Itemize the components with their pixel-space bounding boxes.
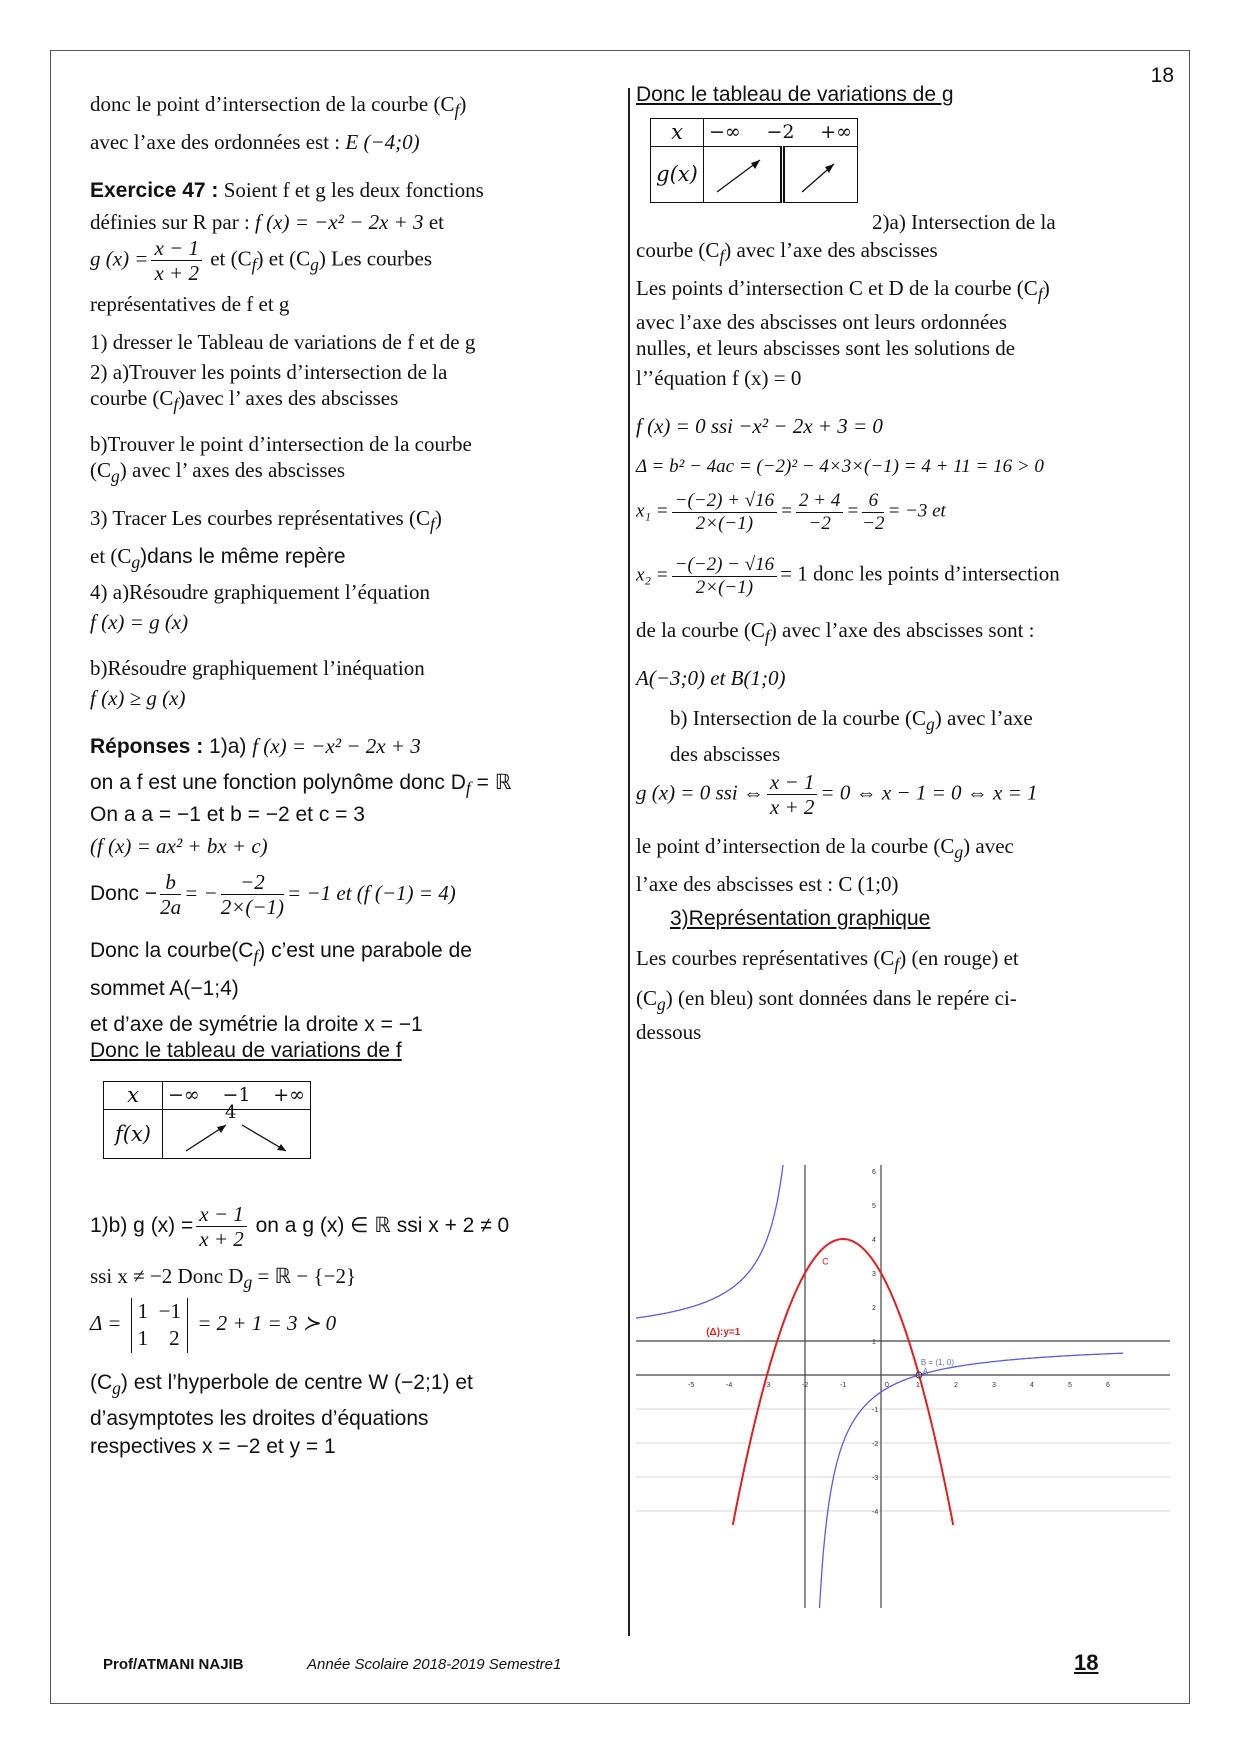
point-b-label: B = (1, 0) (920, 1358, 955, 1367)
column-divider (628, 88, 630, 1636)
answer-line-axis: et d’axe de symétrie la droite x = −1 (90, 1013, 423, 1036)
point-a-name: A (922, 1367, 929, 1376)
exercise-definition-g: g (x) = $\frac{x - 1}{x + 2}$ et $(C_f)$ et $(C_g)$ Les courbes (90, 236, 433, 286)
table-f-minus-one: −1 (222, 1084, 251, 1107)
answer-line-domain: on a f est une fonction polynôme donc $D_f$ = ℝ (90, 771, 512, 799)
y-tick-label: 2 (872, 1305, 876, 1312)
answer-line-asymptotes: d’asymptotes les droites d’équations (90, 1407, 429, 1430)
table-g-plus-inf: +∞ (820, 121, 852, 144)
table-g-title: Donc le tableau de variations de g (636, 83, 954, 106)
x-tick-label: 2 (954, 1382, 958, 1389)
right-eq-x1: x₁ = $\frac{-(-2) + √16}{2\times(-1)}$ = $\frac{2 + 4}{-2}$ = $\frac{6}{-2}$ = −3 et (636, 490, 946, 534)
question-3-line-2: et $(C_g)dans$ le même repère (90, 544, 346, 573)
answer-line-vertex-calc: Donc − $\frac{b}{2a}$ = − $\frac{-2}{2\times(-1)}$ = −1 et (f (−1) = 4) (90, 870, 456, 920)
answer-line-vertex: sommet A(−1;4) (90, 977, 239, 1000)
arrow-up-icon (705, 150, 775, 200)
y-tick-label: 1 (872, 1339, 876, 1346)
curve-cg-hyperbola-left (636, 1165, 794, 1319)
table-f-arrows-icon (164, 1111, 309, 1157)
asymptote-label: (Δ):y=1 (706, 1327, 741, 1338)
footer-page: 18 (1074, 1650, 1099, 1675)
y-tick-label: 5 (872, 1203, 876, 1210)
right-eq-g-zero: g (x) = 0 ssi ⇔ $\frac{x - 1}{x + 2}$ = 0 ⇔ x − 1 = 0 ⇔ x = 1 (636, 770, 1038, 820)
right-line-courbe-cf: courbe $(C_f)$ avec l’axe des abscisses (636, 238, 938, 267)
exercise-definition-f: définies sur R par : f (x) = −x² − 2x + 3 et (90, 210, 444, 234)
right-line-solutions: nulles, et leurs abscisses sont les solutions de (636, 336, 1016, 360)
x-tick-label: -3 (764, 1382, 771, 1389)
answer-line-g-dg: ssi x ≠ −2 Donc $D_g$ = ℝ − {−2} (90, 1264, 357, 1293)
x-tick-label: -5 (688, 1382, 695, 1389)
graph-axes (636, 1165, 1170, 1608)
right-line-ordinates: avec l’axe des abscisses ont leurs ordonnées (636, 310, 1007, 334)
table-g-x: x (651, 119, 704, 147)
footer-author: Prof/ATMANI NAJIB (103, 1656, 244, 1673)
y-tick-label: -2 (872, 1441, 879, 1448)
line-intersection-2: avec l’axe des ordonnées est : E (−4;0) (90, 130, 420, 154)
arrow-up-icon (786, 150, 856, 200)
table-f-arrows (163, 1102, 311, 1159)
graph-gridlines (636, 1409, 1170, 1511)
answer-line-determinant: Δ = 1 −1 1 2 = 2 + 1 = 3 ≻ 0 (90, 1298, 336, 1353)
x-tick-label: 3 (992, 1382, 996, 1389)
answer-line-general-form: (f (x) = ax² + bx + c) (90, 834, 268, 858)
y-tick-label: -4 (872, 1509, 879, 1516)
table-f-max: 4 (225, 1102, 237, 1124)
x-tick-label: 4 (1030, 1382, 1034, 1389)
curve-cg-hyperbola-right (810, 1353, 1124, 1608)
question-3-line-1: 3) Tracer Les courbes représentatives $(C_f)$ (90, 506, 442, 535)
right-line-points-cd: Les points d’intersection C et D de la courbe $(C_f)$ (636, 276, 1050, 305)
question-4a: 4) a)Résoudre graphiquement l’équation (90, 580, 430, 604)
y-tick-label: -3 (872, 1475, 879, 1482)
x-tick-label: -1 (840, 1382, 847, 1389)
y-tick-label: 6 (872, 1169, 876, 1176)
line-intersection-1: donc le point d’intersection de la courbe $(C_f)$ (90, 92, 467, 121)
variation-table-f (103, 1081, 311, 1159)
x-tick-label: -4 (726, 1382, 733, 1389)
question-4b: b)Résoudre graphiquement l’inéquation (90, 656, 425, 680)
question-2a-line-2: courbe $(C_f)avec$ l’ axes des abscisses (90, 386, 399, 415)
table-g-arrow-right (783, 147, 858, 203)
right-line-abscisses: des abscisses (670, 742, 781, 766)
table-g-minus-inf: −∞ (708, 121, 741, 144)
question-2a-line-1: 2) a)Trouver les points d’intersection de la (90, 360, 448, 384)
right-line-repr-1: Les courbes représentatives $(C_f)$ (en rouge) et (636, 946, 1019, 975)
y-tick-label: 3 (872, 1271, 876, 1278)
y-tick-label: 4 (872, 1237, 876, 1244)
right-line-cg-point: le point d’intersection de la courbe $(C_g)$ avec (636, 834, 1014, 863)
table-g-gx: g(x) (651, 147, 704, 203)
table-f-x: x (104, 1082, 163, 1110)
question-1: 1) dresser le Tableau de variations de f et de g (90, 330, 476, 354)
right-line-repr-3: dessous (636, 1020, 702, 1044)
answer-line-coefficients: On a a = −1 et b = −2 et c = 3 (90, 803, 365, 826)
answer-line-parabola: Donc la $courbe(C_f)$ c’est une parabole de (90, 939, 472, 967)
table-f-plus-inf: +∞ (273, 1084, 305, 1107)
footer-year: Année Scolaire 2018-2019 Semestre1 (307, 1656, 562, 1673)
answer-line-g-domain: 1)b) g (x) = $\frac{x - 1}{x + 2}$ on a g (x) ∈ ℝ ssi x + 2 ≠ 0 (90, 1202, 510, 1252)
left-column (90, 0, 625, 1650)
question-2b-line-2: $(C_g)$ avec l’ axes des abscisses (90, 458, 346, 487)
table-f-minus-inf: −∞ (168, 1084, 200, 1107)
graph-ticks (688, 1169, 1110, 1516)
right-line-point-c: l’axe des abscisses est : C (1;0) (636, 872, 899, 896)
answer-line-hyperbola: $(C_g)$ est l’hyperbole de centre W (−2;1) et (90, 1371, 473, 1399)
function-graph (636, 1165, 1170, 1608)
x-tick-label: 5 (1068, 1382, 1072, 1389)
right-eq-x2: x₂ = $\frac{-(-2) - √16}{2\times(-1)}$ = 1 donc les points d’intersection (636, 554, 1060, 598)
question-2b-line-1: b)Trouver le point d’intersection de la courbe (90, 432, 472, 456)
y-tick-label: -1 (872, 1407, 879, 1414)
right-line-equation: l’’équation f (x) = 0 (636, 366, 802, 390)
right-eq-f-zero: f (x) = 0 ssi −x² − 2x + 3 = 0 (636, 414, 883, 438)
right-eq-delta: Δ = b² − 4ac = (−2)² − 4×3×(−1) = 4 + 11 = 16 > 0 (636, 456, 1044, 477)
exercise-text-4: représentatives de f et g (90, 292, 290, 316)
right-line-courbe-cf-2: de la courbe $(C_f)$ avec l’axe des abscisses sont : (636, 618, 1035, 647)
right-line-2b: b) Intersection de la courbe $(C_g)$ avec l’axe (670, 706, 1033, 735)
right-line-2a: 2)a) Intersection de la (872, 210, 1056, 234)
x-tick-label: -2 (802, 1382, 809, 1389)
table-f-fx: f(x) (104, 1110, 163, 1159)
table-g-arrow-left (703, 147, 782, 203)
section-3-title: 3)Représentation graphique (670, 907, 931, 930)
answers-heading: Réponses : 1)a) f (x) = −x² − 2x + 3 (90, 734, 421, 758)
x-tick-label: 1 (916, 1382, 920, 1389)
exercise-heading: Exercice 47 : Soient f et g les deux fonctions (90, 178, 484, 202)
variation-table-g (650, 118, 858, 203)
right-line-repr-2: $(C_g)$ (en bleu) sont données dans le repére ci- (636, 986, 1017, 1015)
answer-line-asymptotes-eq: respectives x = −2 et y = 1 (90, 1435, 336, 1458)
x-tick-label: 6 (1106, 1382, 1110, 1389)
answer-line-table-f-title: Donc le tableau de variations de f (90, 1039, 402, 1062)
x-tick-label: 0 (885, 1382, 889, 1389)
right-line-points-ab: A(−3;0) et B(1;0) (636, 666, 786, 690)
question-4a-equation: f (x) = g (x) (90, 610, 189, 634)
page-number-top: 18 (1150, 64, 1174, 87)
curve-c-label: C (822, 1256, 829, 1267)
table-g-minus-two: −2 (766, 121, 795, 144)
question-4b-inequation: f (x) ≥ g (x) (90, 686, 186, 710)
